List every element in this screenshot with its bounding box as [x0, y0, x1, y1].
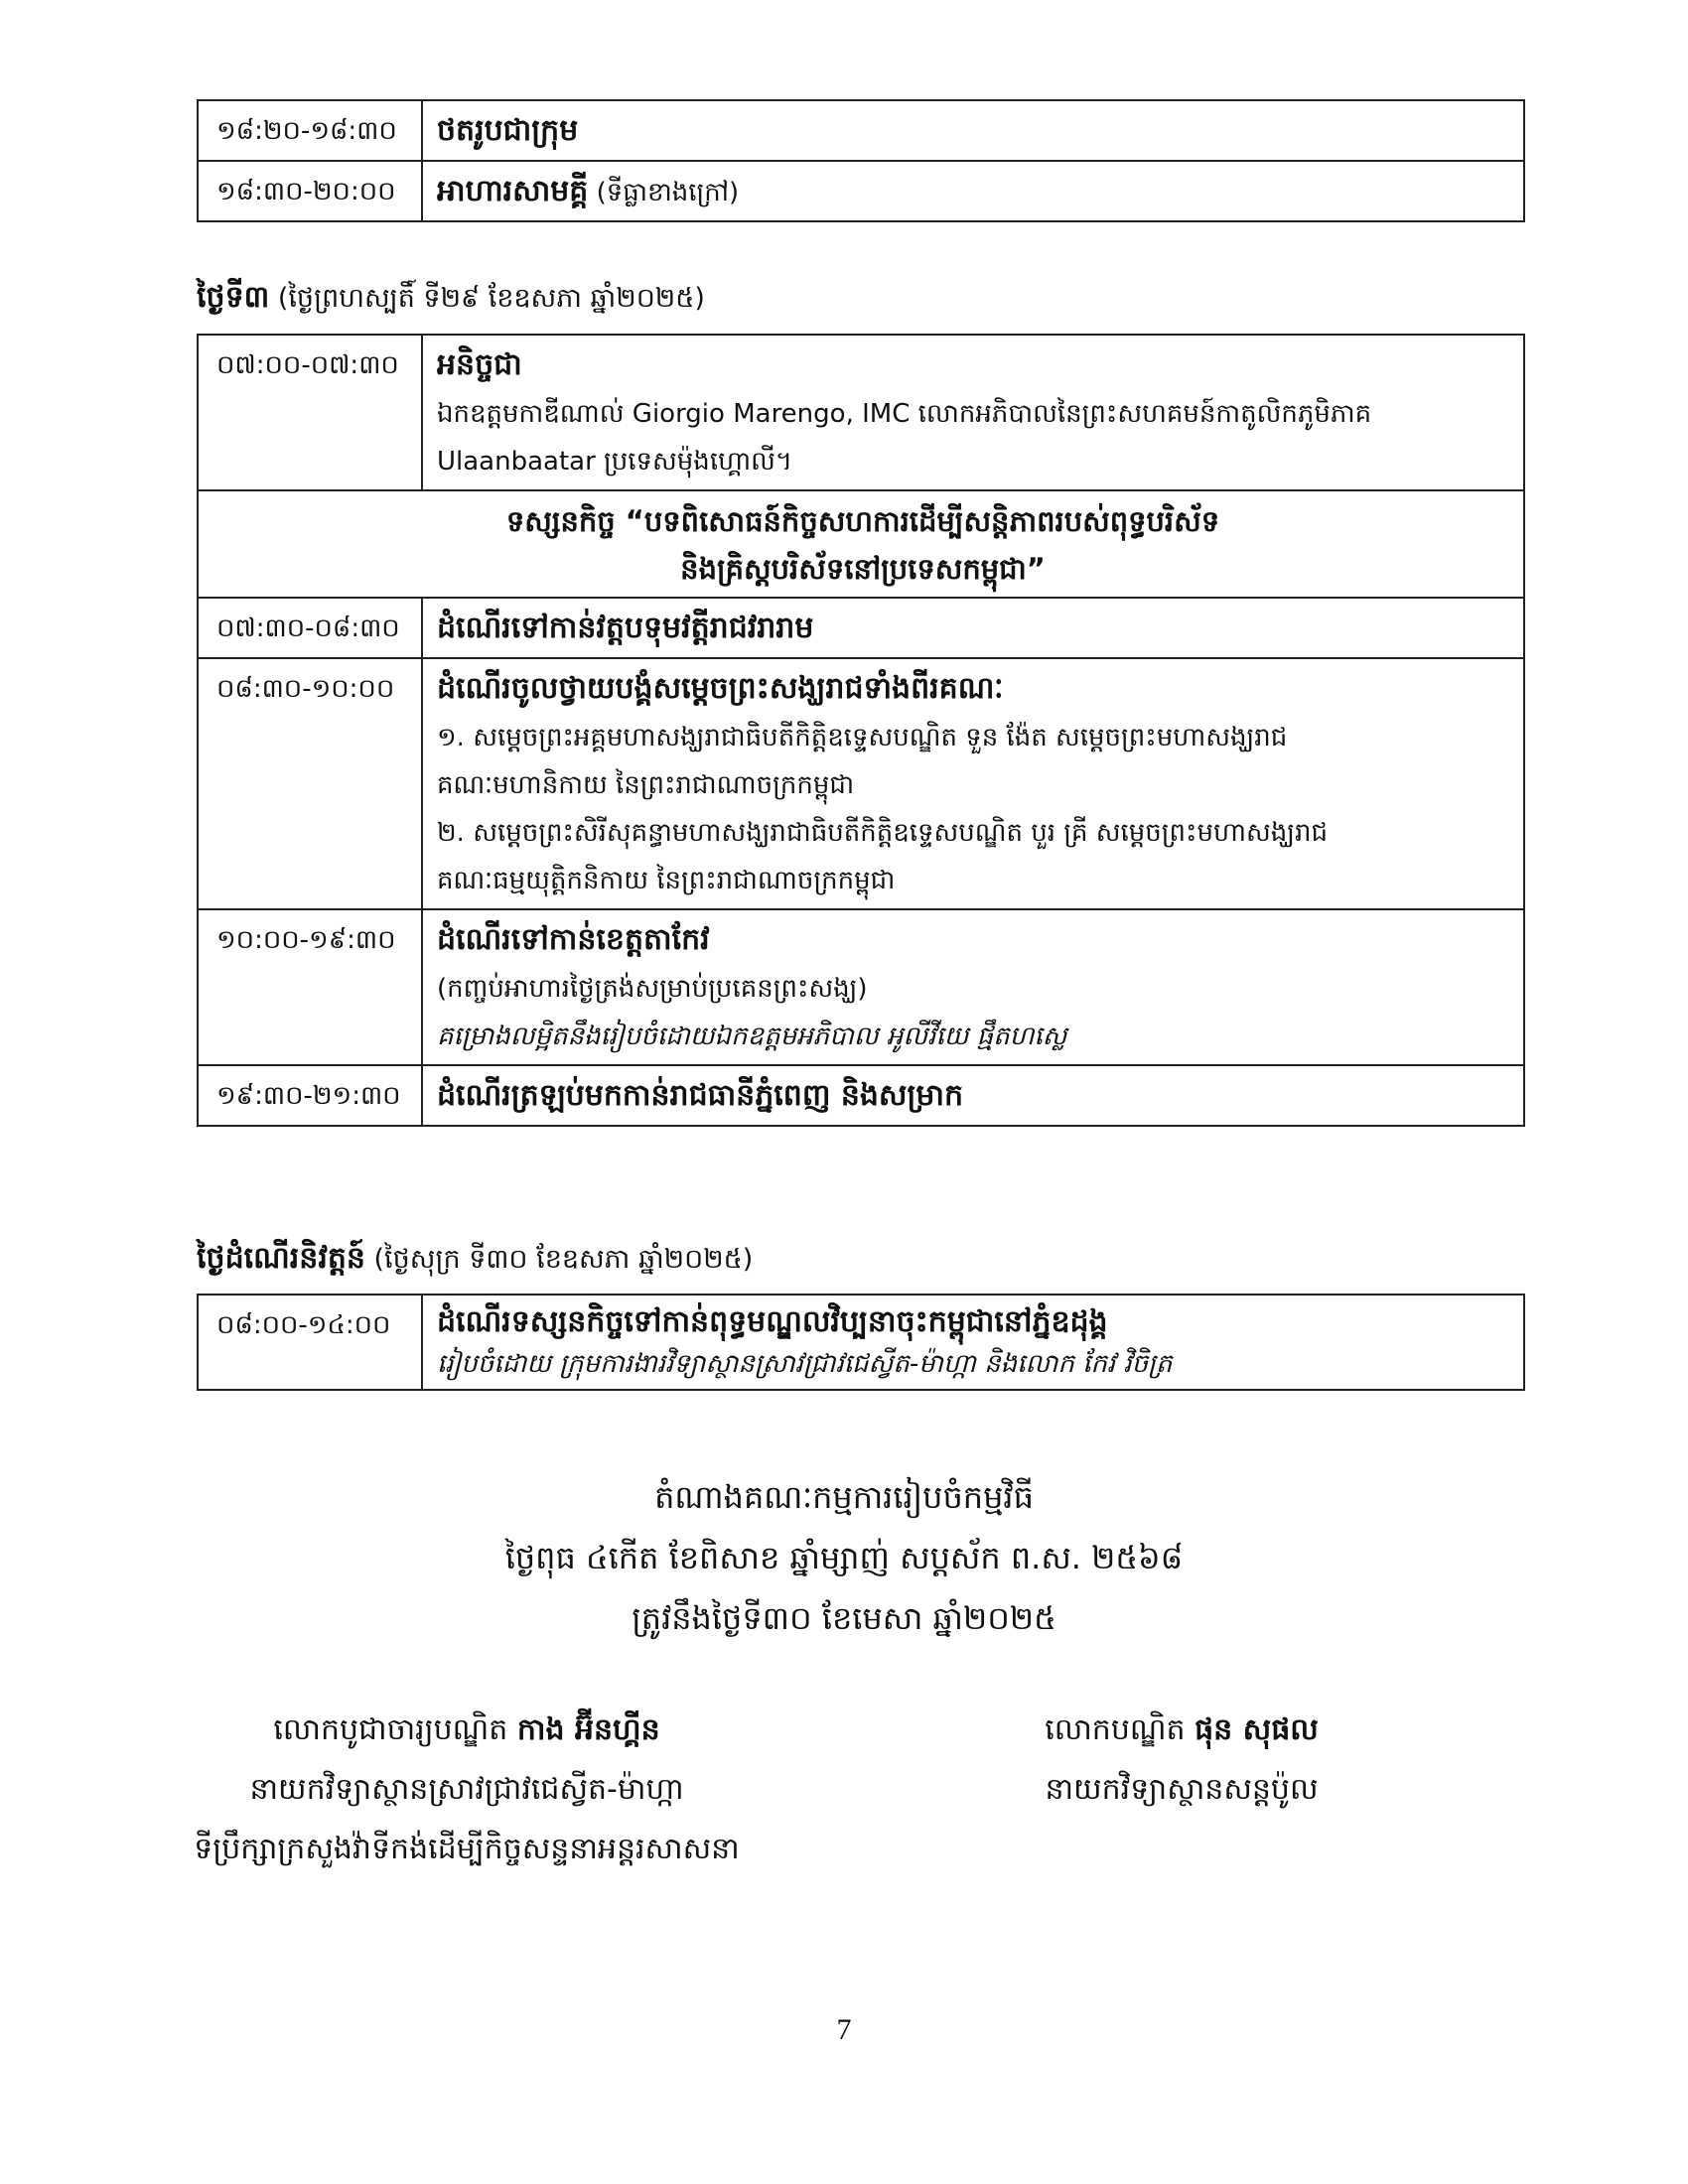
activity-line-italic: គម្រោងលម្អិតនឹងរៀបចំដោយឯកឧត្តមអភិបាល អូលីវីយេ ផ្មឹតហស្លេ	[437, 1022, 1067, 1051]
page-number: 7	[836, 2013, 852, 2046]
signatory-right	[973, 1701, 1390, 1820]
day3-label: ថ្ងៃទី៣	[197, 280, 270, 315]
committee-line: តំណាងគណៈកម្មការរៀបចំកម្មវិធី	[654, 1478, 1034, 1516]
activity-title: អាហារសាមគ្គី	[437, 174, 589, 208]
activity-cell	[422, 335, 1524, 490]
signatory-role: នាយកវិទ្យាស្ថានសន្តប៉ូល	[1045, 1772, 1319, 1807]
signatory-role: នាយកវិទ្យាស្ថានស្រាវជ្រាវជេស្វីត-ម៉ាហ្កា	[249, 1772, 684, 1807]
activity-title: ថតរូបជាក្រុម	[437, 113, 579, 148]
time-cell: ១៨:២០-១៨:៣០	[198, 100, 422, 161]
activity-title: ដំណើរទៅកាន់វត្តបទុមវត្តីរាជវរារាម	[437, 611, 814, 645]
activity-cell	[422, 909, 1524, 1065]
activity-line: Ulaanbaatar ប្រទេសម៉ុងហ្គោលី។	[437, 447, 792, 477]
activity-line: ឯកឧត្តមកាឌីណាល់ Giorgio Marengo, IMC លោកអភិបាលនៃព្រះសហគមន៍កាតូលិកភូមិភាគ	[437, 399, 1372, 429]
activity-line-italic: រៀបចំដោយ ក្រុមការងារវិទ្យាស្ថានស្រាវជ្រាវជេស្វីត-ម៉ាហ្កា និងលោក កែវ វិចិត្រ	[437, 1349, 1173, 1379]
activity-line: ២. សម្តេចព្រះសិរីសុគន្ធាមហាសង្ឃរាជាធិបតីកិត្តិឧទ្ទេសបណ្ឌិត បួរ គ្រី សម្តេចព្រះមហាសង្ឃរាជ	[437, 818, 1328, 848]
committee-block	[0, 1467, 1688, 1649]
signatory-role: ទីប្រឹក្សាក្រសួងវ៉ាទីកង់ដើម្បីកិច្ចសន្ទនាអន្តរសាសនា	[194, 1832, 740, 1866]
schedule-table-day3	[197, 334, 1525, 1127]
activity-cell	[422, 1065, 1524, 1126]
travel-day-heading	[197, 1239, 753, 1283]
table-row	[198, 598, 1524, 658]
signatory-prefix: លោកបណ្ឌិត	[1045, 1712, 1196, 1747]
signatory-name-line	[149, 1701, 784, 1760]
banner-line: ទស្សនកិច្ច “បទពិសោធន៍កិច្ចសហការដើម្បីសន្តិភាពរបស់ពុទ្ធបរិស័ទ	[505, 504, 1220, 538]
day3-date: (ថ្ងៃព្រហស្បតិ៍ ទី២៩ ខែឧសភា ឆ្នាំ២០២៥)	[269, 283, 705, 314]
time-cell: ០៧:៣០-០៨:៣០	[198, 598, 422, 658]
time-cell: ១៩:៣០-២១:៣០	[198, 1065, 422, 1126]
solar-date-line: ត្រូវនឹងថ្ងៃទី៣០ ខែមេសា ឆ្នាំ២០២៥	[632, 1599, 1056, 1637]
activity-title: ដំណើរចូលថ្វាយបង្គំសម្តេចព្រះសង្ឃរាជទាំងពីរគណៈ	[437, 671, 1004, 706]
table-row	[198, 1065, 1524, 1126]
table-row	[198, 909, 1524, 1065]
activity-cell	[422, 1295, 1524, 1390]
table-row	[198, 1295, 1524, 1390]
travel-day-label: ថ្ងៃដំណើរនិវត្តន៍	[197, 1241, 365, 1276]
signatory-left	[149, 1701, 784, 1879]
program-banner	[198, 490, 1524, 598]
time-cell: ០៨:៣០-១០:០០	[198, 658, 422, 909]
activity-cell	[422, 100, 1524, 161]
activity-cell	[422, 658, 1524, 909]
banner-line: និងគ្រិស្តបរិស័ទនៅប្រទេសកម្ពុជា”	[680, 552, 1046, 586]
signatory-name-line	[973, 1701, 1390, 1760]
activity-title: ដំណើរទៅកាន់ខេត្តតាកែវ	[437, 922, 710, 957]
schedule-table-top	[197, 99, 1525, 222]
travel-day-date: (ថ្ងៃសុក្រ ទី៣០ ខែឧសភា ឆ្នាំ២០២៥)	[364, 1244, 754, 1275]
time-cell: ១៨:៣០-២០:០០	[198, 161, 422, 221]
activity-title: អនិច្ចជា	[437, 347, 522, 382]
signatory-name: កាង អ៊ីនហ្គីន	[516, 1712, 660, 1747]
activity-line: ១. សម្តេចព្រះអគ្គមហាសង្ឃរាជាធិបតីកិត្តិឧទ្ទេសបណ្ឌិត ទួន ង៉ែត សម្តេចព្រះមហាសង្ឃរាជ	[437, 723, 1288, 752]
lunar-date-line: ថ្ងៃពុធ ៤កើត ខែពិសាខ ឆ្នាំម្សាញ់ សប្តស័ក ព.ស. ២៥៦៨	[504, 1539, 1184, 1576]
time-cell: ០៨:០០-១៤:០០	[198, 1295, 422, 1390]
activity-note: (ទីធ្លាខាងក្រៅ)	[588, 178, 740, 207]
activity-title: ដំណើរត្រឡប់មកកាន់រាជធានីភ្នំពេញ និងសម្រាក	[437, 1078, 964, 1113]
table-row	[198, 161, 1524, 221]
activity-line: គណៈមហានិកាយ នៃព្រះរាជាណាចក្រកម្ពុជា	[437, 770, 855, 800]
day3-heading	[197, 278, 705, 322]
activity-cell	[422, 598, 1524, 658]
schedule-table-travel	[197, 1294, 1525, 1391]
time-cell: ១០:០០-១៩:៣០	[198, 909, 422, 1065]
activity-line: (កញ្ចប់អាហារថ្ងៃត្រង់សម្រាប់ប្រគេនព្រះសង្ឃ)	[437, 974, 868, 1004]
table-row	[198, 335, 1524, 490]
table-row	[198, 100, 1524, 161]
activity-cell	[422, 161, 1524, 221]
activity-line: គណៈធម្មយុត្តិកនិកាយ នៃព្រះរាជាណាចក្រកម្ពុជា	[437, 866, 896, 895]
time-cell: ០៧:០០-០៧:៣០	[198, 335, 422, 490]
activity-title: ដំណើរទស្សនកិច្ចទៅកាន់ពុទ្ធមណ្ឌលវិប្បនាចុះកម្ពុជានៅភ្នំឧដុង្គ	[437, 1304, 1108, 1339]
banner-row	[198, 490, 1524, 598]
signatory-name: ផុន សុផល	[1195, 1712, 1319, 1747]
signatory-prefix: លោកបូជាចារ្យបណ្ឌិត	[273, 1712, 517, 1747]
table-row	[198, 658, 1524, 909]
